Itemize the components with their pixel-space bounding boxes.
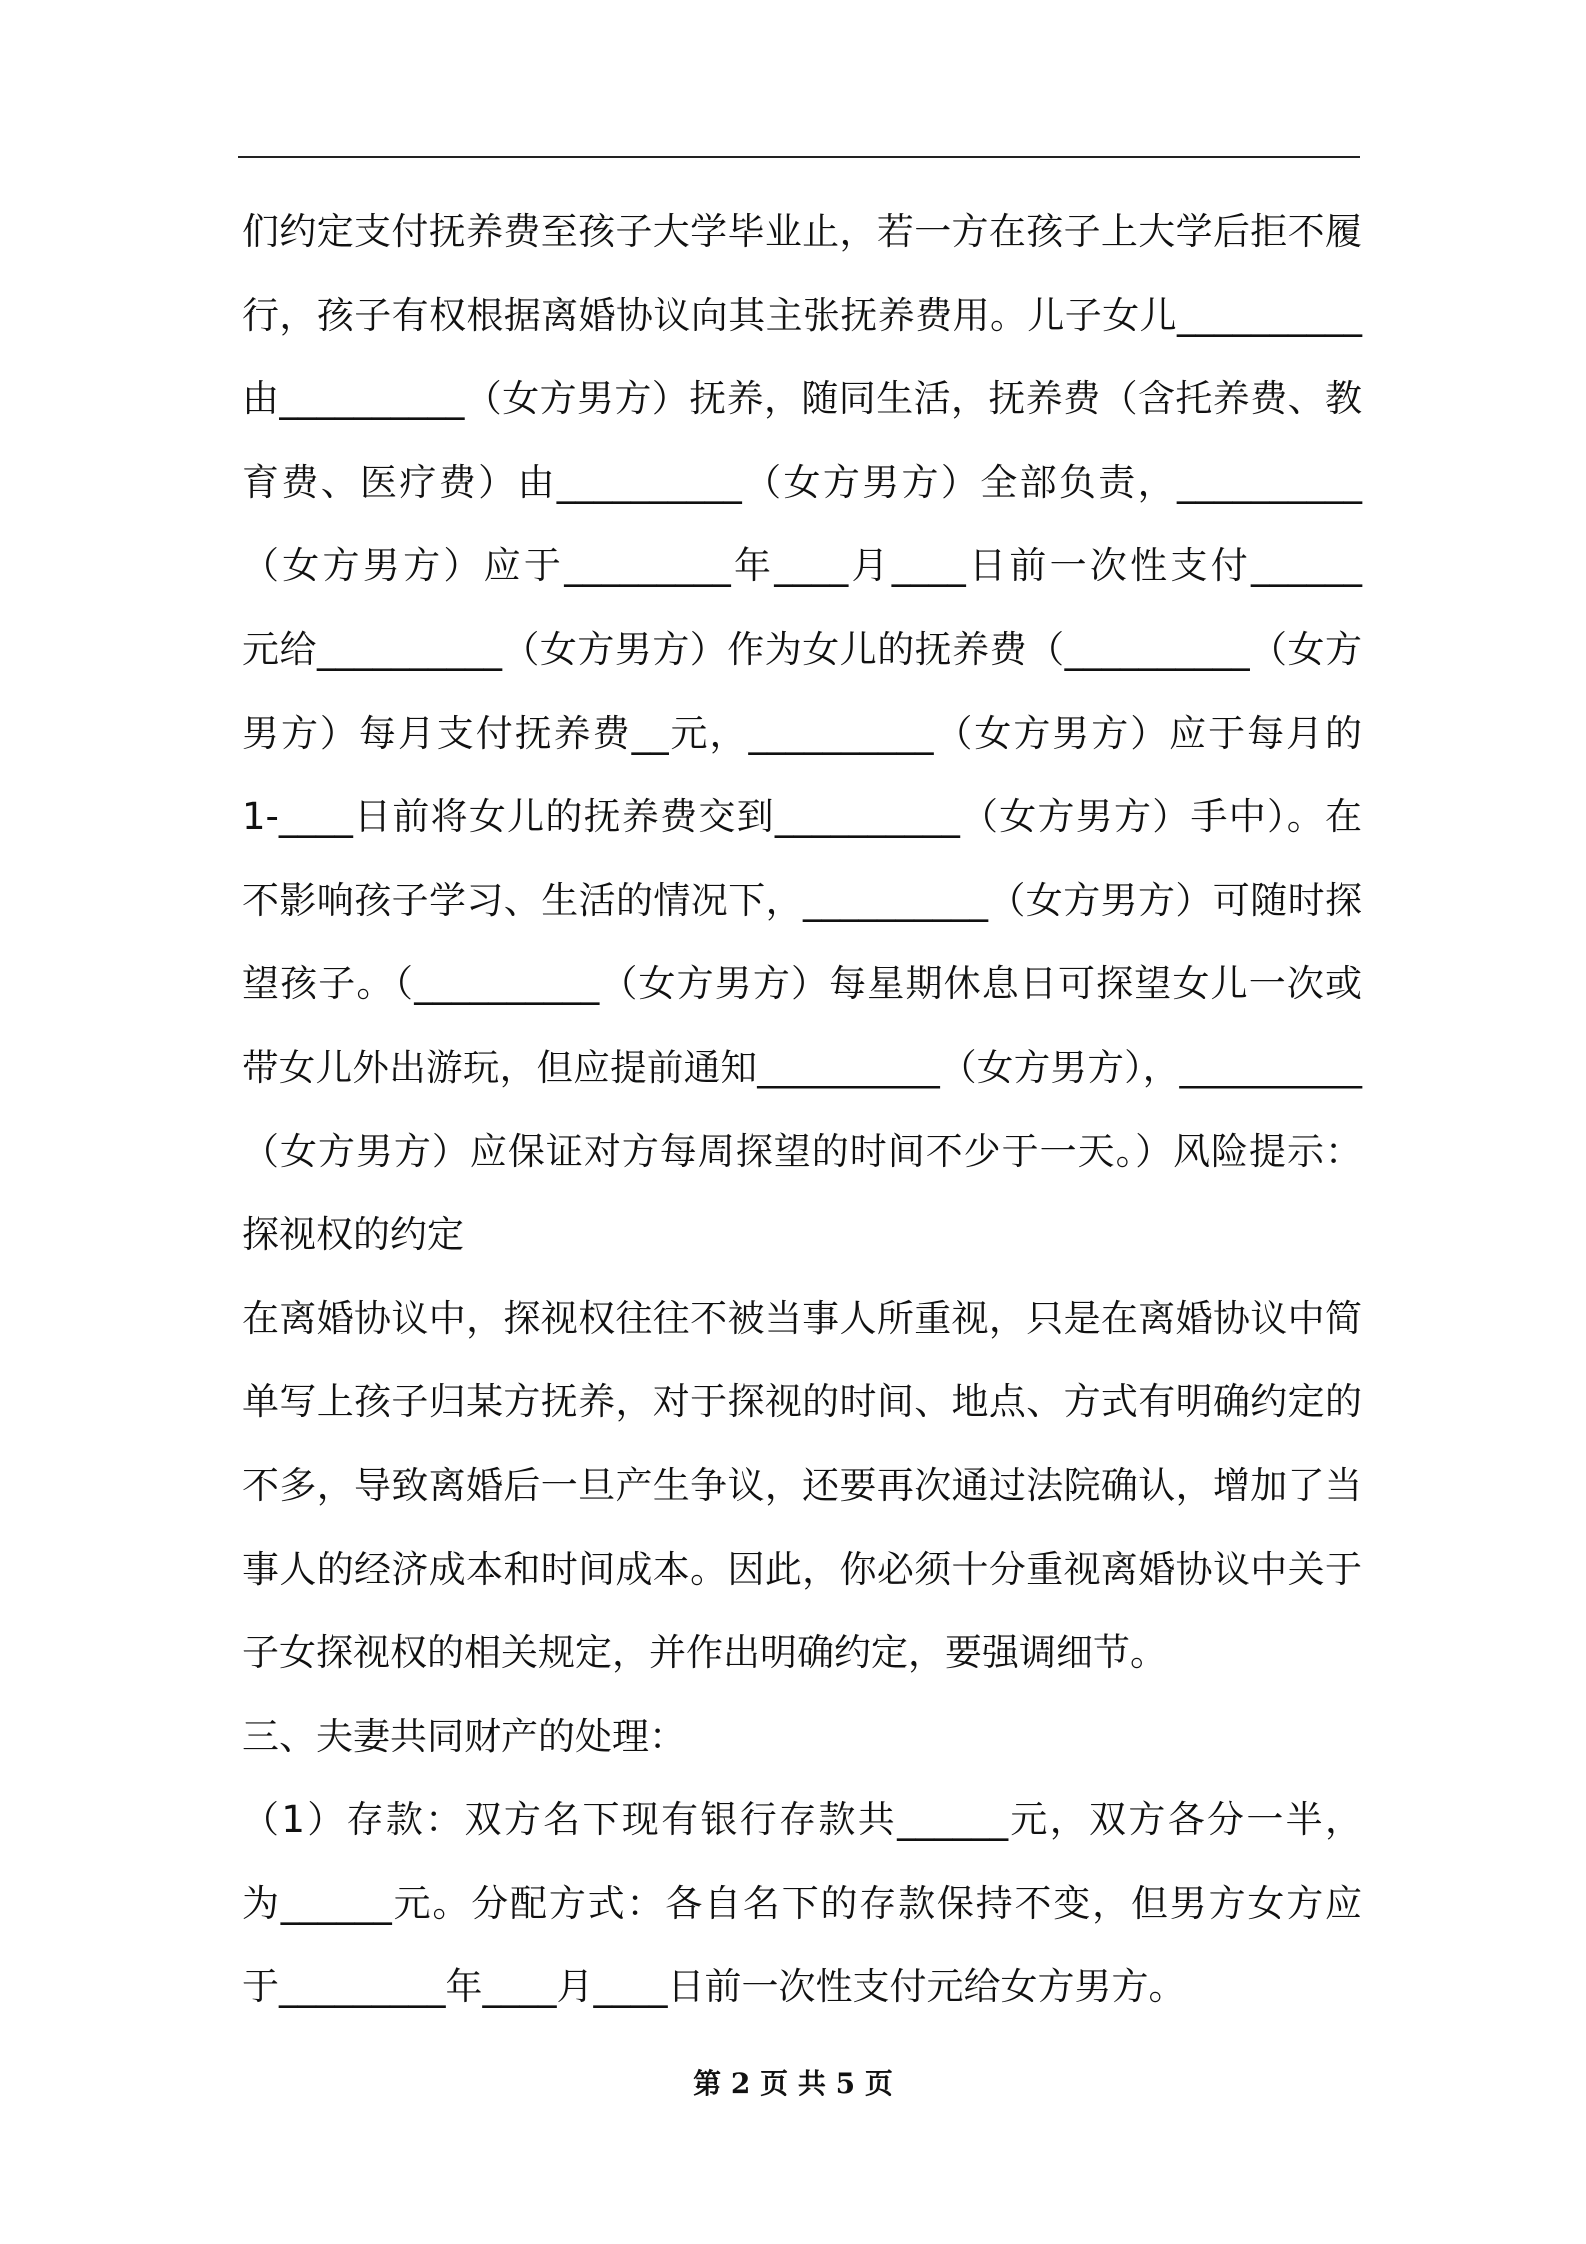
text-line: 事人的经济成本和时间成本。因此，你必须十分重视离婚协议中关于 xyxy=(242,1547,1362,1591)
text-line: 不多，导致离婚后一旦产生争议，还要再次通过法院确认，增加了当 xyxy=(242,1463,1362,1507)
header-rule xyxy=(238,156,1360,158)
section-heading: 探视权的约定 xyxy=(242,1213,464,1257)
text-line: 由__________（女方男方）抚养，随同生活，抚养费（含托养费、教 xyxy=(242,377,1362,421)
page-number-footer: 第 2 页 共 5 页 xyxy=(693,2067,893,2100)
section-heading: 三、夫妻共同财产的处理： xyxy=(242,1714,686,1758)
text-line: 于_________年____月____日前一次性支付元给女方男方。 xyxy=(242,1965,1186,2009)
text-line: 望孩子。（__________（女方男方）每星期休息日可探望女儿一次或 xyxy=(242,962,1362,1006)
document-body xyxy=(242,190,1362,2029)
text-line: 们约定支付抚养费至孩子大学毕业止，若一方在孩子上大学后拒不履 xyxy=(242,210,1362,253)
text-line: 1-____日前将女儿的抚养费交到__________（女方男方）手中）。在 xyxy=(242,795,1362,839)
text-line: 子女探视权的相关规定，并作出明确约定，要强调细节。 xyxy=(242,1631,1167,1675)
text-line: 育费、医疗费）由__________（女方男方）全部负责，__________ xyxy=(242,460,1362,504)
text-line: 为______元。分配方式：各自名下的存款保持不变，但男方女方应 xyxy=(242,1881,1362,1925)
text-line: 行，孩子有权根据离婚协议向其主张抚养费用。儿子女儿__________ xyxy=(242,293,1362,337)
text-line: 单写上孩子归某方抚养，对于探视的时间、地点、方式有明确约定的 xyxy=(242,1380,1362,1424)
text-line: 元给__________（女方男方）作为女儿的抚养费（__________（女方 xyxy=(242,627,1362,671)
text-line: （1）存款：双方名下现有银行存款共______元，双方各分一半， xyxy=(242,1798,1362,1842)
text-line: 在离婚协议中，探视权往往不被当事人所重视，只是在离婚协议中简 xyxy=(242,1296,1362,1340)
text-line: 不影响孩子学习、生活的情况下，__________（女方男方）可随时探 xyxy=(242,878,1362,922)
text-line: 带女儿外出游玩，但应提前通知__________（女方男方），__________ xyxy=(242,1045,1362,1089)
text-line: （女方男方）应于_________年____月____日前一次性支付______ xyxy=(242,544,1362,588)
text-line: 男方）每月支付抚养费__元，__________（女方男方）应于每月的 xyxy=(242,711,1362,755)
text-line: （女方男方）应保证对方每周探望的时间不少于一天。）风险提示： xyxy=(242,1129,1362,1173)
